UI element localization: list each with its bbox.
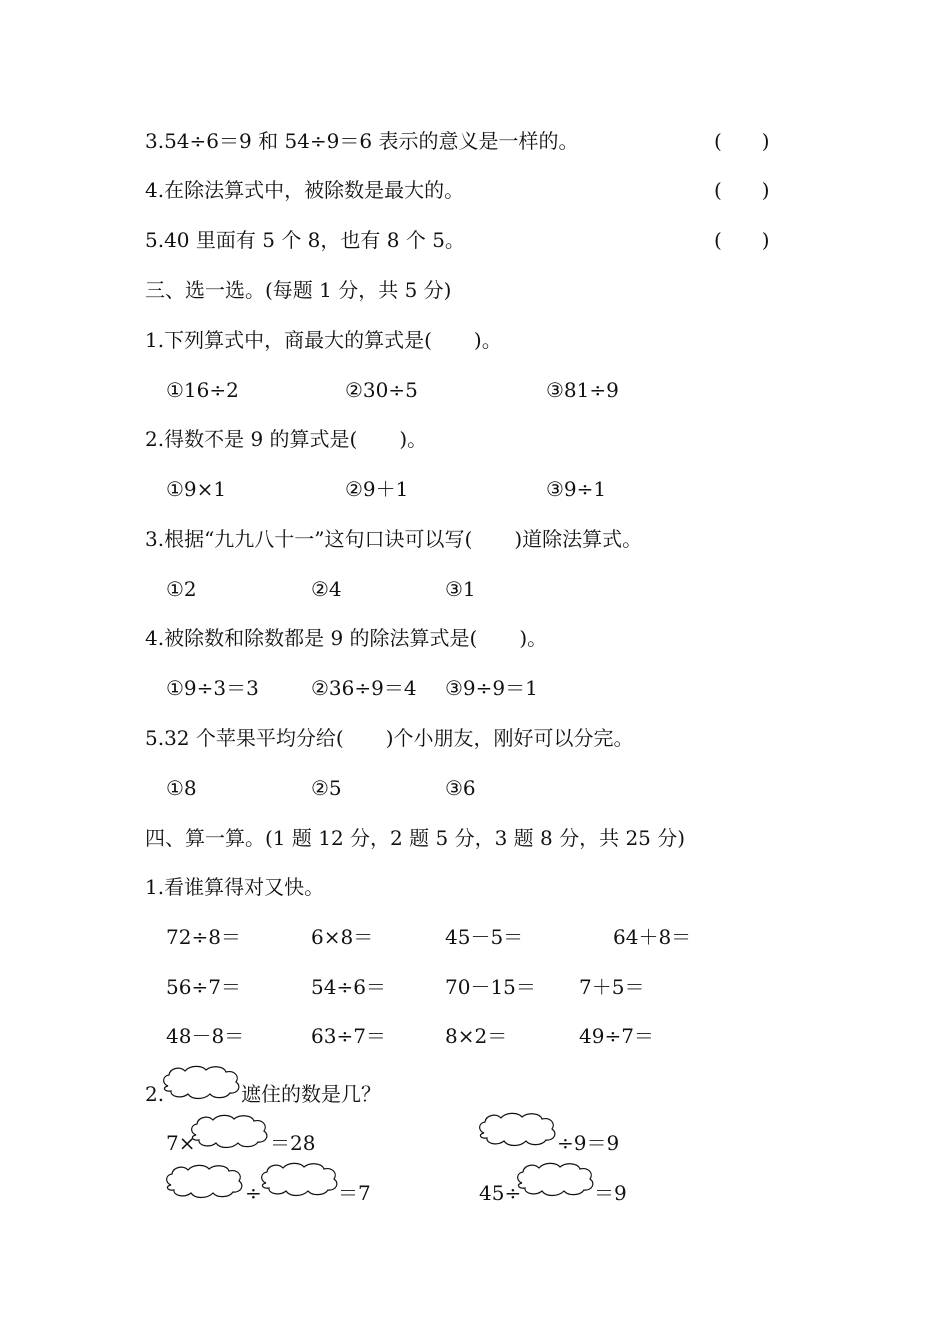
calc-question-2-text: 遮住的数是几？: [241, 1082, 381, 1106]
question-text: 4.被除数和除数都是 9 的除法算式是(: [145, 626, 478, 650]
calc-item[interactable]: 64＋8＝: [613, 925, 692, 949]
answer-blank[interactable]: ( ): [714, 129, 770, 153]
choice-question-5: [145, 725, 634, 751]
cloud-icon[interactable]: [163, 1163, 247, 1201]
option[interactable]: ②30÷5: [345, 378, 418, 402]
cloud-equation-1-suffix: ＝28: [270, 1131, 316, 1155]
calc-item[interactable]: 70－15＝: [445, 975, 536, 999]
question-text: )个小朋友，刚好可以分完。: [385, 726, 634, 750]
option[interactable]: ③9÷1: [546, 477, 607, 501]
question-text: )。: [519, 626, 548, 650]
judge-item-4: 4.在除法算式中，被除数是最大的。: [145, 178, 465, 202]
calc-item[interactable]: 7＋5＝: [579, 975, 645, 999]
cloud-equation-3-operator: ÷: [245, 1181, 262, 1205]
option[interactable]: ③6: [445, 776, 476, 800]
calc-item[interactable]: 8×2＝: [445, 1024, 508, 1048]
option[interactable]: ①8: [166, 776, 197, 800]
choice-question-2: [145, 426, 427, 452]
option[interactable]: ①9÷3＝3: [166, 676, 259, 700]
question-text: 1.下列算式中，商最大的算式是(: [145, 328, 432, 352]
cloud-icon[interactable]: [514, 1161, 598, 1199]
calc-item[interactable]: 45－5＝: [445, 925, 524, 949]
cloud-icon[interactable]: [476, 1111, 560, 1149]
choice-question-3: [145, 526, 642, 552]
calc-item[interactable]: 63÷7＝: [311, 1024, 386, 1048]
option[interactable]: ①9×1: [166, 477, 227, 501]
question-text: 2.得数不是 9 的算式是(: [145, 427, 358, 451]
cloud-equation-3-suffix: ＝7: [338, 1181, 371, 1205]
answer-blank[interactable]: ( ): [714, 228, 770, 252]
option[interactable]: ③1: [445, 577, 476, 601]
cloud-equation-1-prefix: 7×: [166, 1131, 196, 1155]
option[interactable]: ②4: [311, 577, 342, 601]
section-4-title: 四、算一算。(1 题 12 分，2 题 5 分，3 题 8 分，共 25 分): [145, 826, 686, 850]
calc-item[interactable]: 48－8＝: [166, 1024, 245, 1048]
cloud-icon[interactable]: [188, 1113, 272, 1151]
cloud-icon[interactable]: [258, 1161, 342, 1199]
option[interactable]: ③81÷9: [546, 378, 619, 402]
judge-item-3: 3.54÷6＝9 和 54÷9＝6 表示的意义是一样的。: [145, 129, 579, 153]
calc-question-2-number: 2.: [145, 1082, 165, 1106]
option[interactable]: ③9÷9＝1: [445, 676, 538, 700]
question-text: 3.根据“九九八十一”这句口诀可以写(: [145, 527, 473, 551]
question-text: )。: [399, 427, 428, 451]
answer-blank[interactable]: ( ): [714, 178, 770, 202]
cloud-icon: [160, 1064, 244, 1102]
question-text: )。: [473, 328, 502, 352]
cloud-equation-4-suffix: ＝9: [594, 1181, 627, 1205]
choice-question-4: [145, 625, 547, 651]
section-3-title: 三、选一选。(每题 1 分，共 5 分): [145, 278, 452, 302]
choice-question-1: [145, 327, 502, 353]
cloud-equation-4-prefix: 45÷: [479, 1181, 522, 1205]
option[interactable]: ②36÷9＝4: [311, 676, 417, 700]
option[interactable]: ②9＋1: [345, 477, 409, 501]
option[interactable]: ①2: [166, 577, 197, 601]
option[interactable]: ①16÷2: [166, 378, 239, 402]
calc-item[interactable]: 49÷7＝: [579, 1024, 654, 1048]
calc-item[interactable]: 54÷6＝: [311, 975, 386, 999]
question-text: 5.32 个苹果平均分给(: [145, 726, 344, 750]
cloud-equation-2-suffix: ÷9＝9: [557, 1131, 620, 1155]
calc-item[interactable]: 72÷8＝: [166, 925, 241, 949]
calc-item[interactable]: 6×8＝: [311, 925, 374, 949]
question-text: )道除法算式。: [514, 527, 643, 551]
calc-question-1-title: 1.看谁算得对又快。: [145, 875, 325, 899]
option[interactable]: ②5: [311, 776, 342, 800]
calc-item[interactable]: 56÷7＝: [166, 975, 241, 999]
judge-item-5: 5.40 里面有 5 个 8，也有 8 个 5。: [145, 228, 465, 252]
